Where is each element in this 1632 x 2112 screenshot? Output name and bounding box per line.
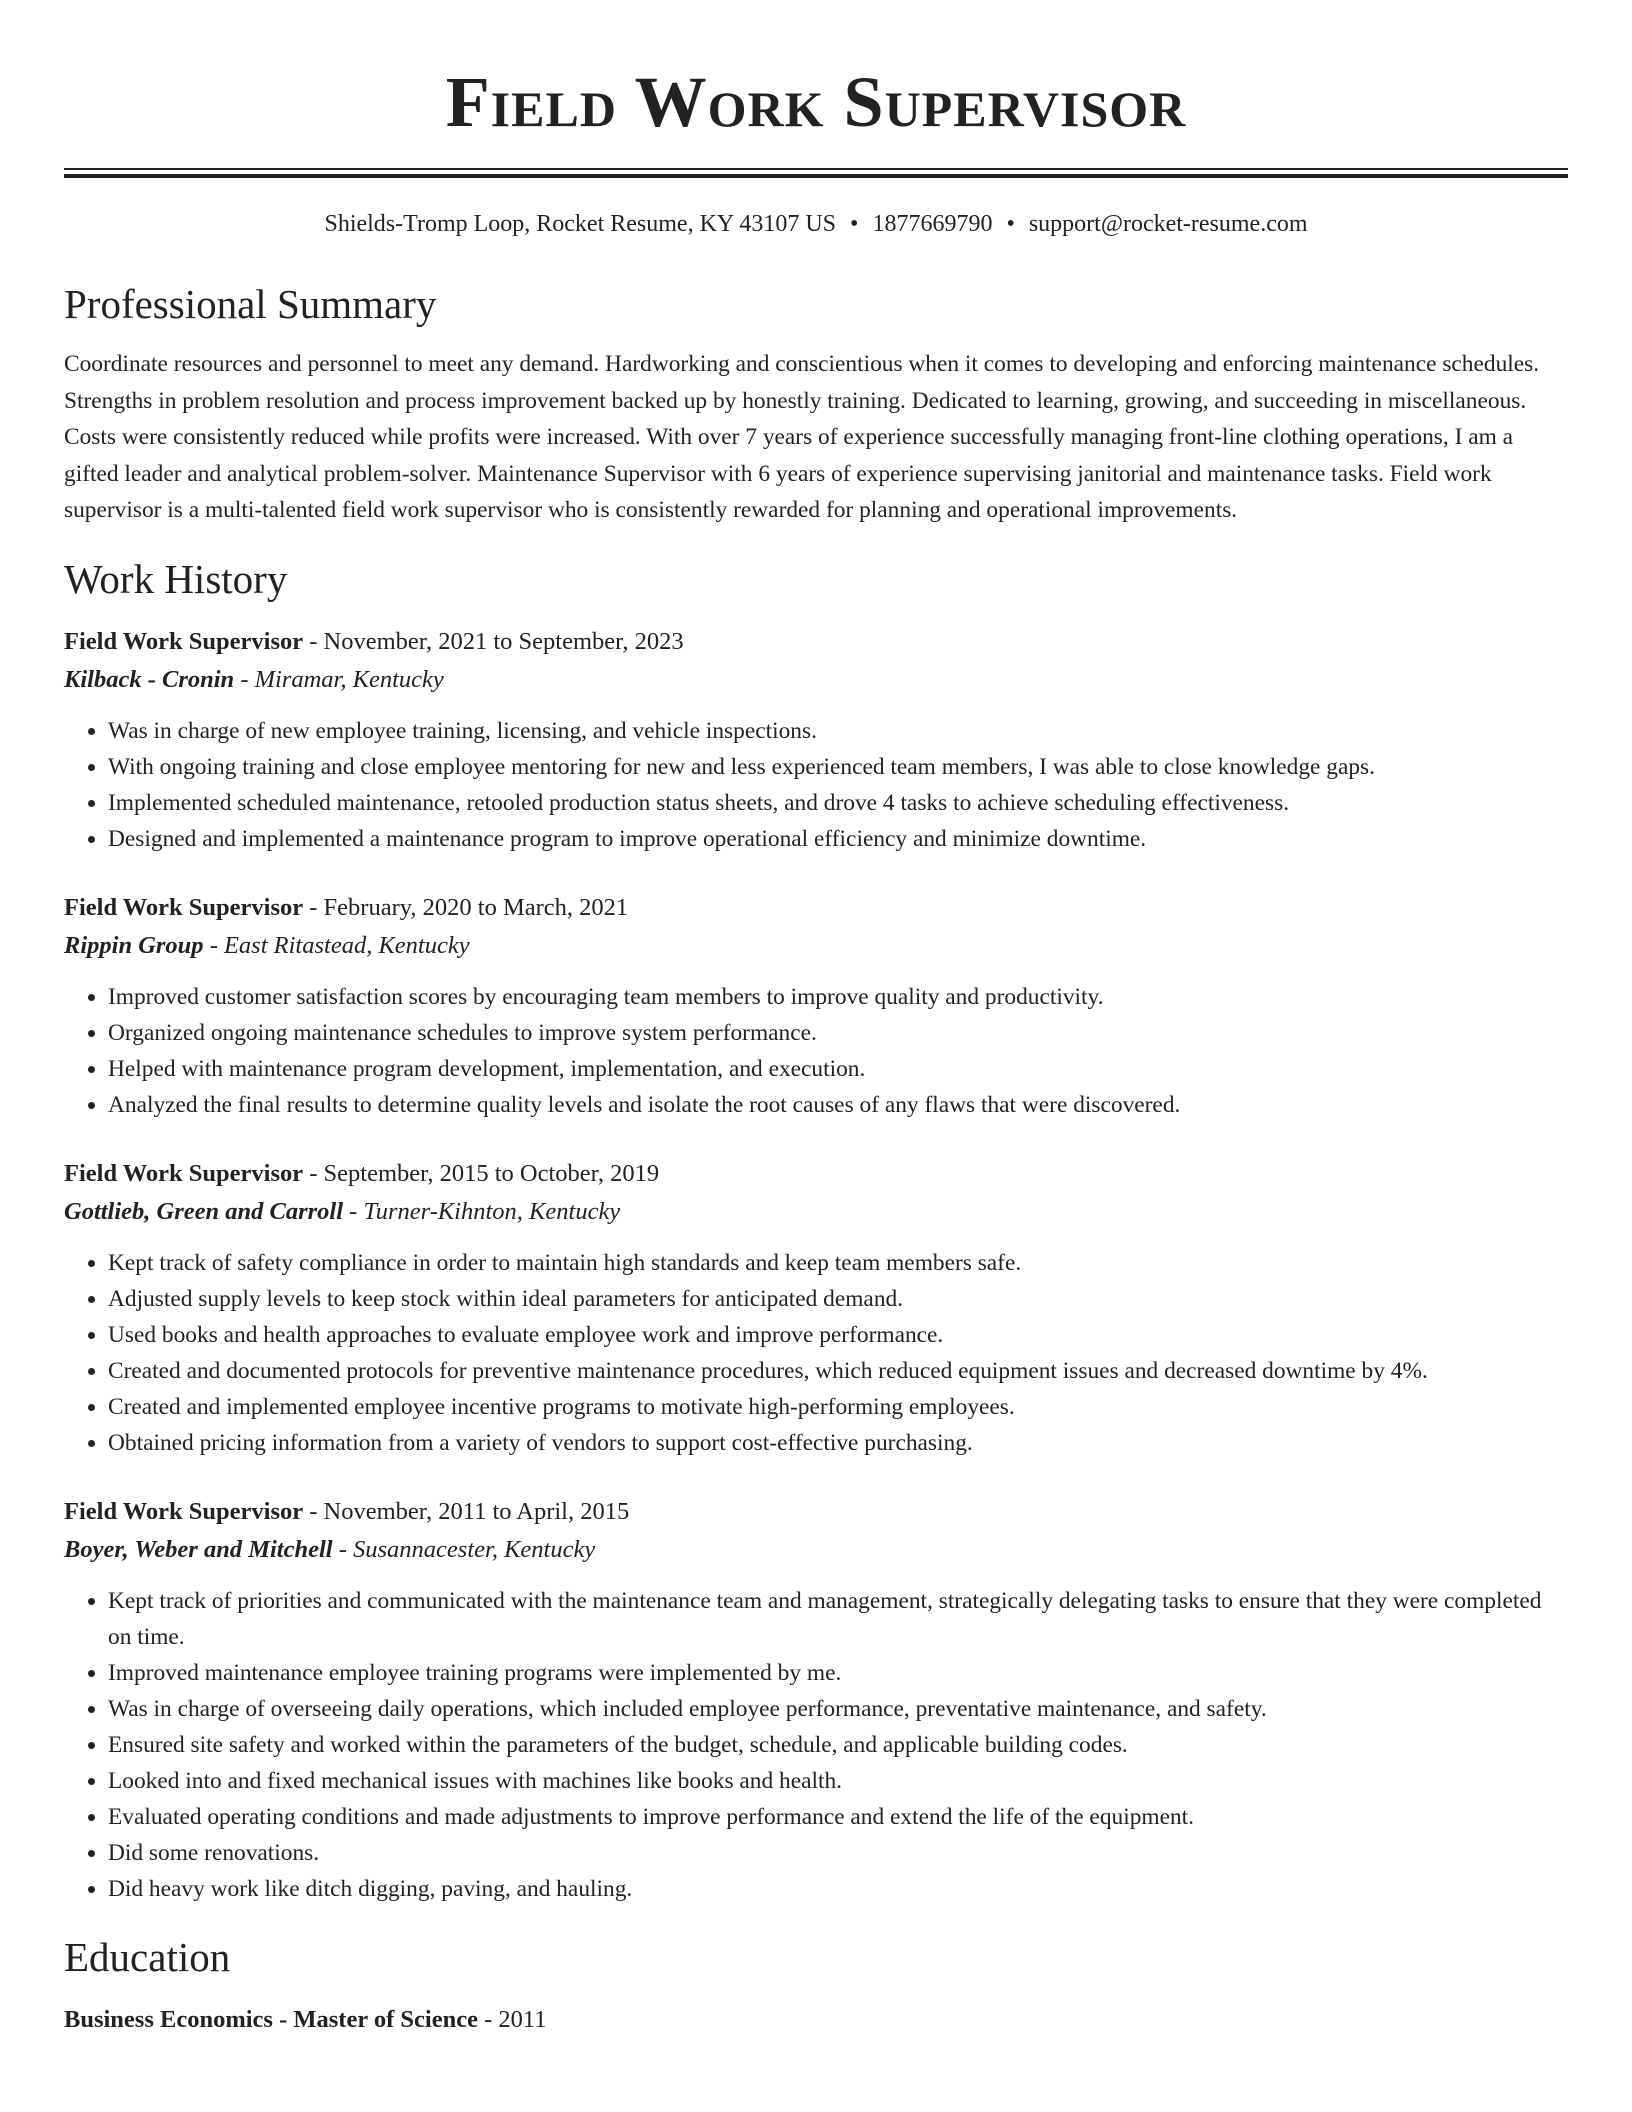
resume-name-heading: Field Work Supervisor [445, 62, 1187, 142]
job-company-line [64, 1193, 1568, 1231]
job-company: Kilback - Cronin [64, 665, 235, 693]
job-bullet: • Created and implemented employee incentive programs to motivate high-performing employees. [108, 1389, 1568, 1425]
job-bullet: • Kept track of safety compliance in order to maintain high standards and keep team members safe. [108, 1245, 1568, 1281]
job-bullet: • Implemented scheduled maintenance, retooled production status sheets, and drove 4 tasks to achieve scheduling effectiveness. [108, 785, 1568, 821]
job-location: - Miramar, Kentucky [234, 665, 444, 693]
job-bullet: • Was in charge of new employee training, licensing, and vehicle inspections. [108, 713, 1568, 749]
job-bullet-list [64, 1583, 1568, 1907]
contact-line [64, 208, 1568, 240]
job-heading [64, 623, 1568, 661]
summary-text: Coordinate resources and personnel to meet any demand. Hardworking and conscientious when it comes to developing and enforcing maintenance schedules. Strengths in problem resolution and process improvement backed up by honestly training. Dedicated to learning, growing, and succeeding in miscellaneous. Costs were consistently reduced while profits were increased. With over 7 years of experience successfully managing front-line clothing operations, I am a gifted leader and analytical problem-solver. Maintenance Supervisor with 6 years of experience supervising janitorial and maintenance tasks. Field work supervisor is a multi-talented field work supervisor who is consistently rewarded for planning and operational improvements. [64, 351, 1540, 524]
job-entry [64, 1155, 1568, 1461]
job-company: Gottlieb, Green and Carroll [64, 1197, 344, 1225]
header-divider [64, 168, 1568, 178]
education-year: - 2011 [477, 2005, 547, 2033]
contact-separator: • [850, 211, 859, 237]
education-section-title: Education [64, 1933, 231, 1980]
job-role: Field Work Supervisor [64, 627, 304, 655]
job-location: - East Ritastead, Kentucky [203, 931, 470, 959]
job-bullet: • Evaluated operating conditions and made adjustments to improve performance and extend the life of the equipment. [108, 1799, 1568, 1835]
job-dates: - November, 2011 to April, 2015 [303, 1497, 630, 1525]
job-bullet: • Kept track of priorities and communicated with the maintenance team and management, strategically delegating tasks to ensure that they were completed on time. [108, 1583, 1568, 1655]
contact-address: Shields-Tromp Loop, Rocket Resume, KY 43107 US [324, 211, 837, 237]
job-location: - Turner-Kihnton, Kentucky [343, 1197, 621, 1225]
job-bullet-list [64, 1245, 1568, 1461]
work-history-section-title: Work History [64, 555, 288, 602]
job-bullet: • Created and documented protocols for preventive maintenance procedures, which reduced equipment issues and decreased downtime by 4%. [108, 1353, 1568, 1389]
job-dates: - November, 2021 to September, 2023 [303, 627, 684, 655]
job-entry [64, 889, 1568, 1123]
job-dates: - February, 2020 to March, 2021 [303, 893, 629, 921]
job-role: Field Work Supervisor [64, 893, 304, 921]
job-role: Field Work Supervisor [64, 1159, 304, 1187]
contact-separator: • [1006, 211, 1015, 237]
job-dates: - September, 2015 to October, 2019 [303, 1159, 660, 1187]
job-bullet: • Ensured site safety and worked within the parameters of the budget, schedule, and applicable building codes. [108, 1727, 1568, 1763]
job-heading [64, 889, 1568, 927]
work-history-list [64, 623, 1568, 1907]
job-company-line [64, 661, 1568, 699]
job-entry [64, 1493, 1568, 1907]
job-bullet: • Did some renovations. [108, 1835, 1568, 1871]
job-company: Rippin Group [64, 931, 204, 959]
contact-phone[interactable]: 1877669790 [872, 211, 993, 237]
job-bullet: • Helped with maintenance program development, implementation, and execution. [108, 1051, 1568, 1087]
job-heading [64, 1155, 1568, 1193]
job-bullet: • Designed and implemented a maintenance program to improve operational efficiency and minimize downtime. [108, 821, 1568, 857]
job-heading [64, 1493, 1568, 1531]
job-bullet: • Looked into and fixed mechanical issues with machines like books and health. [108, 1763, 1568, 1799]
job-bullet: • Analyzed the final results to determine quality levels and isolate the root causes of any flaws that were discovered. [108, 1087, 1568, 1123]
job-bullet-list [64, 979, 1568, 1123]
job-company: Boyer, Weber and Mitchell [64, 1535, 333, 1563]
job-entry [64, 623, 1568, 857]
job-bullet-list [64, 713, 1568, 857]
job-bullet: • Obtained pricing information from a variety of vendors to support cost-effective purchasing. [108, 1425, 1568, 1461]
job-bullet: • Was in charge of overseeing daily operations, which included employee performance, preventative maintenance, and safety. [108, 1691, 1568, 1727]
job-bullet: • Organized ongoing maintenance schedules to improve system performance. [108, 1015, 1568, 1051]
education-degree: Business Economics - Master of Science [64, 2005, 478, 2033]
job-bullet: • With ongoing training and close employee mentoring for new and less experienced team members, I was able to close knowledge gaps. [108, 749, 1568, 785]
job-company-line [64, 927, 1568, 965]
contact-email[interactable]: support@rocket-resume.com [1028, 211, 1308, 237]
job-role: Field Work Supervisor [64, 1497, 304, 1525]
job-location: - Susannacester, Kentucky [332, 1535, 596, 1563]
job-bullet: • Did heavy work like ditch digging, paving, and hauling. [108, 1871, 1568, 1907]
job-bullet: • Improved maintenance employee training programs were implemented by me. [108, 1655, 1568, 1691]
education-entry [64, 2001, 1568, 2039]
summary-section-title: Professional Summary [64, 281, 437, 327]
job-company-line [64, 1531, 1568, 1569]
job-bullet: • Used books and health approaches to evaluate employee work and improve performance. [108, 1317, 1568, 1353]
job-bullet: • Improved customer satisfaction scores by encouraging team members to improve quality and productivity. [108, 979, 1568, 1015]
job-bullet: • Adjusted supply levels to keep stock within ideal parameters for anticipated demand. [108, 1281, 1568, 1317]
